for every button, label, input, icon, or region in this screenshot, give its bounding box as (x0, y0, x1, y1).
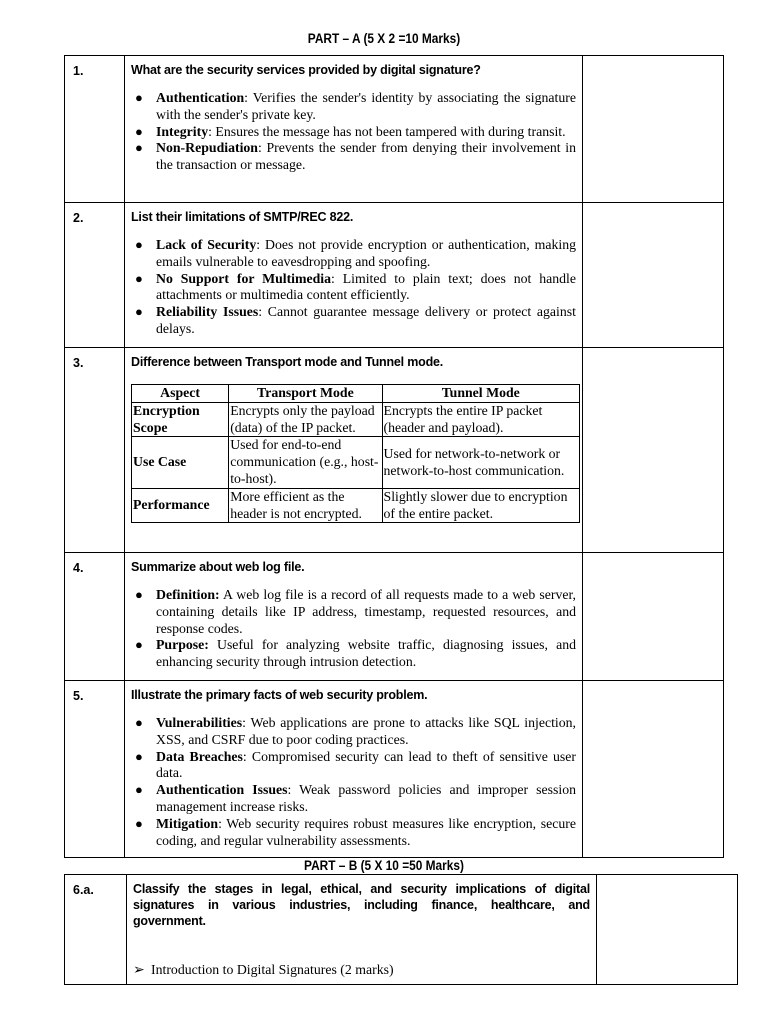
answer-list (131, 715, 576, 849)
list-item: ● No Support for Multimedia: Limited to plain text; does not handle attachments or multimedia content efficiently. (135, 270, 576, 303)
table-row (132, 488, 580, 523)
column-header: Tunnel Mode (382, 385, 579, 403)
column-header: Aspect (132, 385, 229, 403)
bullet-icon: ● (135, 304, 143, 320)
question-row-5 (65, 681, 724, 858)
question-number: 6.a. (65, 875, 127, 985)
bullet-icon: ● (135, 748, 143, 764)
bullet-icon: ● (135, 782, 143, 798)
aspect-cell: Use Case (132, 437, 229, 488)
bullet-icon: ● (135, 90, 143, 105)
list-item: ● Lack of Security: Does not provide encryption or authentication, making emails vulnerable to eavesdropping and spoofing. (135, 237, 576, 269)
list-item: ● Vulnerabilities: Web applications are prone to attacks like SQL injection, XSS, and CSRF due to poor coding practices. (135, 715, 576, 747)
marks-cell (583, 681, 724, 858)
question-row-1 (65, 56, 724, 203)
aspect-cell: Encryption Scope (132, 402, 229, 437)
marks-cell (583, 56, 724, 203)
list-item: ➢ Introduction to Digital Signatures (2 marks) (133, 962, 394, 977)
table-row (132, 402, 580, 437)
bullet-icon: ● (135, 237, 143, 252)
question-row-4 (65, 553, 724, 681)
transport-cell: Encrypts only the payload (data) of the IP packet. (229, 402, 382, 437)
answer-list (131, 90, 576, 174)
list-item: ● Integrity: Ensures the message has not been tampered with during transit. (135, 123, 566, 139)
marks-cell (583, 553, 724, 681)
question-text: Classify the stages in legal, ethical, and security implications of digital signatures in various industries, including finance, healthcare, and government. (133, 882, 590, 928)
bullet-icon: ● (135, 637, 143, 653)
marks-cell (597, 875, 738, 985)
tunnel-cell: Slightly slower due to encryption of the entire packet. (382, 488, 579, 523)
list-item: ● Authentication Issues: Weak password policies and improper session management increase risks. (135, 782, 577, 814)
part-a-table (64, 55, 724, 858)
answer-list (131, 237, 576, 338)
list-item: ● Mitigation: Web security requires robust measures like encryption, secure coding, and regular vulnerability assessments. (135, 815, 576, 848)
question-number: 2. (65, 203, 125, 348)
question-number: 4. (65, 553, 125, 681)
list-item: ● Reliability Issues: Cannot guarantee message delivery or protect against delays. (135, 304, 576, 336)
list-item: ● Data Breaches: Compromised security can lead to theft of sensitive user data. (135, 748, 576, 781)
list-item: ● Purpose: Useful for analyzing website traffic, diagnosing issues, and enhancing security through intrusion detection. (135, 637, 576, 670)
table-row (132, 437, 580, 488)
question-row-6a (65, 875, 738, 985)
question-text: Difference between Transport mode and Tunnel mode. (131, 355, 444, 369)
question-number: 5. (65, 681, 125, 858)
question-number: 3. (65, 348, 125, 553)
bullet-icon: ● (135, 587, 143, 602)
aspect-cell: Performance (132, 488, 229, 523)
question-row-3 (65, 348, 724, 553)
question-text: List their limitations of SMTP/REC 822. (131, 210, 354, 224)
bullet-icon: ● (135, 140, 143, 156)
tunnel-cell: Encrypts the entire IP packet (header and payload). (382, 402, 579, 437)
comparison-table (131, 384, 580, 523)
marks-cell (583, 203, 724, 348)
transport-cell: More efficient as the header is not encrypted. (229, 488, 382, 523)
comparison-header-row (132, 385, 580, 403)
answer-list (131, 587, 576, 671)
marks-cell (583, 348, 724, 553)
tunnel-cell: Used for network-to-network or network-to-host communication. (382, 437, 579, 488)
part-b-title: PART – B (5 X 10 =50 Marks) (304, 858, 464, 873)
question-text: What are the security services provided by digital signature? (131, 63, 481, 77)
bullet-icon: ● (135, 123, 143, 139)
bullet-icon: ● (135, 815, 143, 831)
question-text: Summarize about web log file. (131, 560, 305, 574)
column-header: Transport Mode (229, 385, 382, 403)
bullet-icon: ● (135, 715, 143, 730)
question-text: Illustrate the primary facts of web security problem. (131, 688, 428, 702)
bullet-icon: ● (135, 270, 143, 286)
transport-cell: Used for end-to-end communication (e.g., host-to-host). (229, 437, 382, 488)
part-b-table (64, 874, 738, 985)
list-item: ● Authentication: Verifies the sender's identity by associating the signature with the sender's private key. (135, 90, 576, 122)
question-row-2 (65, 203, 724, 348)
list-item: ● Definition: A web log file is a record of all requests made to a web server, containing details like IP address, timestamp, requested resources, and response codes. (135, 587, 576, 636)
question-number: 1. (65, 56, 125, 203)
part-a-title: PART – A (5 X 2 =10 Marks) (307, 31, 461, 46)
arrow-bullet-icon: ➢ (133, 962, 145, 977)
list-item: ● Non-Repudiation: Prevents the sender from denying their involvement in the transaction or message. (135, 140, 576, 173)
